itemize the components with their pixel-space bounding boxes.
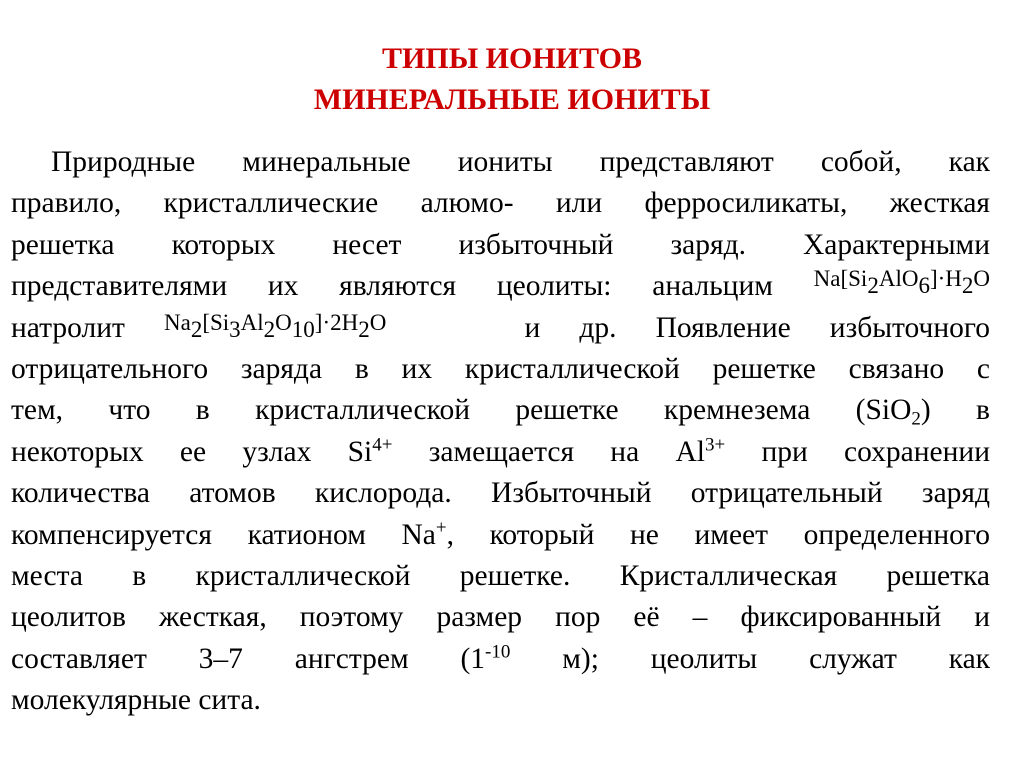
text-line-7 [11,390,990,431]
analcime-si-index: 2 [867,273,879,299]
al-charge: 3+ [704,434,726,456]
text-line-8-middle: замещается на Al [392,435,705,468]
text-line-12-content: цеолитов жесткая, поэтому размер пор её – фиксированный и [11,601,990,634]
text-line-10 [11,515,990,556]
analcime-formula [813,266,991,299]
analcime-h-index: 2 [961,273,974,299]
text-line-1 [11,142,990,183]
text-line-6 [11,349,990,390]
body-paragraph [11,142,990,721]
natrolite-al: Al [240,309,264,335]
na-charge: + [435,517,447,539]
analcime-al: AlO [878,266,919,292]
text-line-4-content: представителями их являются цеолиты: анальцим [11,270,773,303]
text-line-5 [11,308,990,349]
analcime-close: ]·H [929,266,962,292]
text-line-2-content: правило, кристаллические алюмо- или ферросиликаты, жесткая [11,187,990,220]
slide-title [0,38,1024,120]
text-line-5-start: натролит [11,311,125,344]
natrolite-h-index: 2 [358,316,370,342]
text-line-13-end: м); цеолиты служат как [510,642,991,675]
text-line-10-end: , который не имеет определенного [446,518,991,551]
text-line-3 [11,225,990,266]
analcime-na: Na[Si [813,266,868,292]
text-line-12 [11,597,990,638]
text-line-8-end: при сохранении [725,435,990,468]
si-charge: 4+ [372,434,393,456]
analcime-o-index: 6 [918,273,930,299]
natrolite-al-index: 2 [263,316,276,342]
text-line-4 [11,266,990,307]
natrolite-na-index: 2 [190,316,203,342]
text-line-1-content: Природные минеральные иониты представляют собой, как [51,146,990,178]
natrolite-end: O [369,309,387,335]
text-line-11-content: места в кристаллической решетке. Кристаллическая решетка [11,559,990,592]
title-line-2: МИНЕРАЛЬНЫЕ ИОНИТЫ [313,83,711,116]
text-line-5-end: и др. Появление избыточного [524,311,991,344]
text-line-13-start: составляет 3–7 ангстрем (1 [11,642,486,675]
natrolite-si: [Si [202,309,230,335]
text-line-14-content: молекулярные сита. [11,684,261,717]
natrolite-o: O [275,309,292,335]
text-line-9 [11,473,990,514]
angstrom-exponent: -10 [485,641,511,663]
natrolite-close: ]·2H [314,309,359,335]
natrolite-na: Na [163,309,191,335]
text-line-2 [11,183,990,224]
text-line-14 [11,680,990,721]
title-line-1: ТИПЫ ИОНИТОВ [382,42,642,75]
text-line-8-start: некоторых ее узлах Si [11,435,373,468]
text-line-7-start: тем, что в кристаллической решетке кремнезема (SiO [11,394,912,427]
text-line-9-content: количества атомов кислорода. Избыточный отрицательный заряд [11,477,990,510]
analcime-end: O [973,266,991,292]
text-line-10-start: компенсируется катионом Na [11,518,436,551]
text-line-6-content: отрицательного заряда в их кристаллической решетке связано с [11,352,990,385]
text-line-8 [11,432,990,473]
text-line-3-content: решетка которых несет избыточный заряд. Характерными [11,228,990,261]
text-line-13 [11,639,990,680]
natrolite-formula [163,309,387,342]
text-line-7-end: ) в [920,394,990,427]
natrolite-o-index: 10 [291,316,315,342]
natrolite-si-index: 3 [229,316,241,342]
text-line-11 [11,556,990,597]
sio2-index: 2 [911,408,921,430]
